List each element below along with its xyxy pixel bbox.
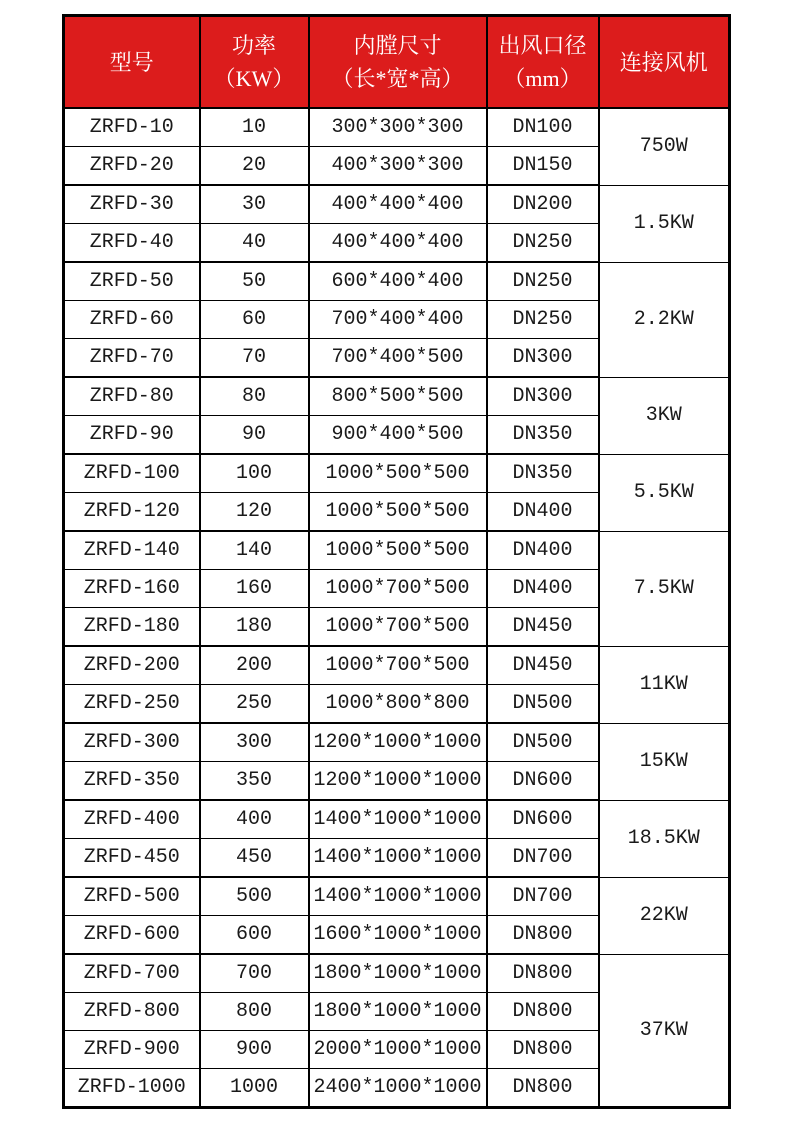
power-cell: 900	[200, 1031, 309, 1069]
column-header-size-label: 内膛尺寸	[353, 33, 442, 58]
outlet-cell: DN250	[487, 262, 599, 301]
table-row	[64, 800, 730, 839]
fan-cell: 11KW	[599, 646, 730, 723]
table-row	[64, 531, 730, 570]
power-cell: 800	[200, 993, 309, 1031]
fan-cell: 3KW	[599, 377, 730, 454]
table-row	[64, 262, 730, 301]
size-cell: 1000*700*500	[309, 608, 487, 647]
power-cell: 40	[200, 224, 309, 263]
size-cell: 1000*700*500	[309, 646, 487, 685]
model-cell: ZRFD-250	[64, 685, 200, 724]
column-header-power	[200, 16, 309, 109]
outlet-cell: DN400	[487, 531, 599, 570]
model-cell: ZRFD-40	[64, 224, 200, 263]
model-cell: ZRFD-50	[64, 262, 200, 301]
power-cell: 70	[200, 339, 309, 378]
model-cell: ZRFD-1000	[64, 1069, 200, 1108]
model-cell: ZRFD-120	[64, 493, 200, 532]
table-row	[64, 877, 730, 916]
power-cell: 700	[200, 954, 309, 993]
table-header	[64, 16, 730, 109]
fan-cell: 1.5KW	[599, 185, 730, 262]
size-cell: 700*400*500	[309, 339, 487, 378]
outlet-cell: DN600	[487, 800, 599, 839]
table-body	[64, 108, 730, 1108]
model-cell: ZRFD-140	[64, 531, 200, 570]
size-cell: 700*400*400	[309, 301, 487, 339]
power-cell: 120	[200, 493, 309, 532]
outlet-cell: DN350	[487, 416, 599, 455]
table-row	[64, 954, 730, 993]
model-cell: ZRFD-80	[64, 377, 200, 416]
column-header-outlet-sub: （mm）	[503, 66, 582, 91]
column-header-fan-label: 连接风机	[619, 49, 708, 75]
size-cell: 1800*1000*1000	[309, 954, 487, 993]
power-cell: 50	[200, 262, 309, 301]
outlet-cell: DN400	[487, 493, 599, 532]
size-cell: 2400*1000*1000	[309, 1069, 487, 1108]
model-cell: ZRFD-700	[64, 954, 200, 993]
column-header-outlet	[487, 16, 599, 109]
fan-cell: 18.5KW	[599, 800, 730, 877]
outlet-cell: DN500	[487, 685, 599, 724]
size-cell: 400*400*400	[309, 224, 487, 263]
column-header-outlet-label: 出风口径	[498, 33, 587, 58]
model-cell: ZRFD-350	[64, 762, 200, 801]
size-cell: 800*500*500	[309, 377, 487, 416]
model-cell: ZRFD-800	[64, 993, 200, 1031]
size-cell: 1000*500*500	[309, 531, 487, 570]
column-header-fan	[599, 16, 730, 109]
size-cell: 300*300*300	[309, 108, 487, 147]
model-cell: ZRFD-200	[64, 646, 200, 685]
power-cell: 80	[200, 377, 309, 416]
power-cell: 10	[200, 108, 309, 147]
outlet-cell: DN800	[487, 916, 599, 955]
column-header-model	[64, 16, 200, 109]
table-row	[64, 108, 730, 147]
model-cell: ZRFD-100	[64, 454, 200, 493]
size-cell: 900*400*500	[309, 416, 487, 455]
power-cell: 400	[200, 800, 309, 839]
power-cell: 30	[200, 185, 309, 224]
size-cell: 400*300*300	[309, 147, 487, 186]
power-cell: 20	[200, 147, 309, 186]
column-header-power-label: 功率	[231, 33, 276, 58]
model-cell: ZRFD-70	[64, 339, 200, 378]
outlet-cell: DN200	[487, 185, 599, 224]
power-cell: 250	[200, 685, 309, 724]
fan-cell: 5.5KW	[599, 454, 730, 531]
power-cell: 350	[200, 762, 309, 801]
size-cell: 1400*1000*1000	[309, 877, 487, 916]
outlet-cell: DN350	[487, 454, 599, 493]
outlet-cell: DN800	[487, 1069, 599, 1108]
size-cell: 1000*500*500	[309, 493, 487, 532]
header-row	[64, 16, 730, 109]
size-cell: 2000*1000*1000	[309, 1031, 487, 1069]
outlet-cell: DN450	[487, 646, 599, 685]
size-cell: 1400*1000*1000	[309, 839, 487, 878]
column-header-size	[309, 16, 487, 109]
outlet-cell: DN700	[487, 877, 599, 916]
outlet-cell: DN600	[487, 762, 599, 801]
outlet-cell: DN400	[487, 570, 599, 608]
model-cell: ZRFD-300	[64, 723, 200, 762]
power-cell: 450	[200, 839, 309, 878]
outlet-cell: DN500	[487, 723, 599, 762]
column-header-size-sub: （长*宽*高）	[331, 66, 464, 91]
fan-cell: 2.2KW	[599, 262, 730, 377]
outlet-cell: DN250	[487, 224, 599, 263]
model-cell: ZRFD-160	[64, 570, 200, 608]
fan-cell: 37KW	[599, 954, 730, 1108]
size-cell: 1200*1000*1000	[309, 762, 487, 801]
table-row	[64, 723, 730, 762]
outlet-cell: DN800	[487, 1031, 599, 1069]
power-cell: 60	[200, 301, 309, 339]
model-cell: ZRFD-600	[64, 916, 200, 955]
size-cell: 1800*1000*1000	[309, 993, 487, 1031]
power-cell: 200	[200, 646, 309, 685]
model-cell: ZRFD-10	[64, 108, 200, 147]
size-cell: 600*400*400	[309, 262, 487, 301]
column-header-power-sub: （KW）	[213, 66, 295, 91]
outlet-cell: DN150	[487, 147, 599, 186]
model-cell: ZRFD-450	[64, 839, 200, 878]
model-cell: ZRFD-400	[64, 800, 200, 839]
power-cell: 160	[200, 570, 309, 608]
power-cell: 100	[200, 454, 309, 493]
model-cell: ZRFD-60	[64, 301, 200, 339]
size-cell: 1600*1000*1000	[309, 916, 487, 955]
fan-cell: 15KW	[599, 723, 730, 800]
model-cell: ZRFD-180	[64, 608, 200, 647]
power-cell: 300	[200, 723, 309, 762]
model-cell: ZRFD-900	[64, 1031, 200, 1069]
outlet-cell: DN250	[487, 301, 599, 339]
column-header-model-label: 型号	[109, 49, 154, 75]
size-cell: 1400*1000*1000	[309, 800, 487, 839]
power-cell: 1000	[200, 1069, 309, 1108]
outlet-cell: DN800	[487, 954, 599, 993]
table-row	[64, 185, 730, 224]
power-cell: 600	[200, 916, 309, 955]
outlet-cell: DN300	[487, 377, 599, 416]
power-cell: 180	[200, 608, 309, 647]
model-cell: ZRFD-30	[64, 185, 200, 224]
power-cell: 500	[200, 877, 309, 916]
size-cell: 1000*800*800	[309, 685, 487, 724]
model-cell: ZRFD-90	[64, 416, 200, 455]
outlet-cell: DN450	[487, 608, 599, 647]
size-cell: 1000*500*500	[309, 454, 487, 493]
table-row	[64, 377, 730, 416]
outlet-cell: DN300	[487, 339, 599, 378]
outlet-cell: DN700	[487, 839, 599, 878]
fan-cell: 22KW	[599, 877, 730, 954]
size-cell: 400*400*400	[309, 185, 487, 224]
outlet-cell: DN800	[487, 993, 599, 1031]
fan-cell: 7.5KW	[599, 531, 730, 646]
power-cell: 90	[200, 416, 309, 455]
size-cell: 1200*1000*1000	[309, 723, 487, 762]
product-spec-table	[62, 14, 731, 1109]
power-cell: 140	[200, 531, 309, 570]
table-row	[64, 646, 730, 685]
outlet-cell: DN100	[487, 108, 599, 147]
model-cell: ZRFD-500	[64, 877, 200, 916]
fan-cell: 750W	[599, 108, 730, 185]
size-cell: 1000*700*500	[309, 570, 487, 608]
model-cell: ZRFD-20	[64, 147, 200, 186]
table-row	[64, 454, 730, 493]
